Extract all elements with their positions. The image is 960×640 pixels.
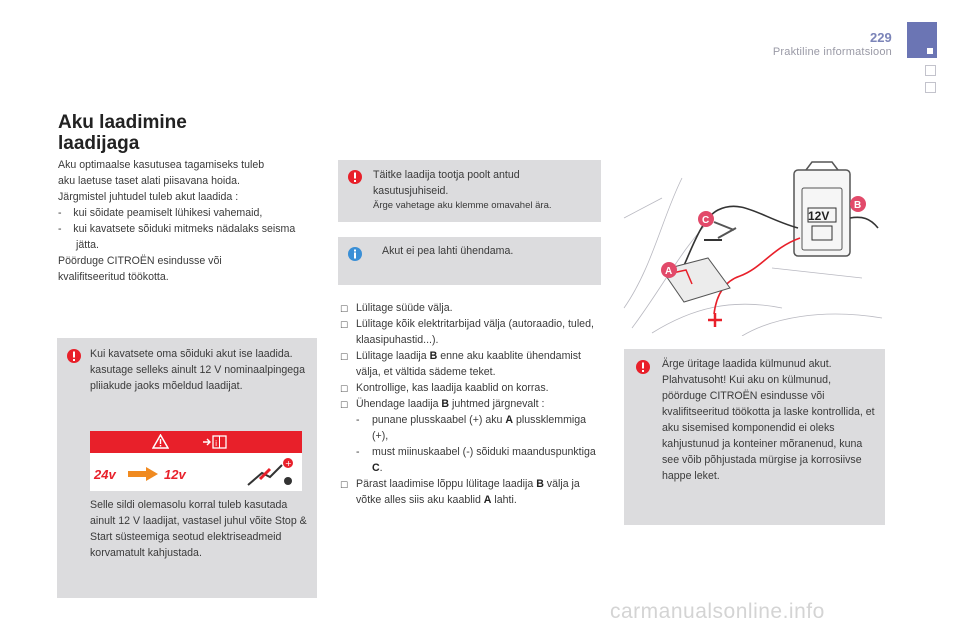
chapter-tab-empty-1	[925, 65, 936, 76]
heading-line-1: Aku laadimine	[58, 112, 187, 133]
warning-text: Kui kavatsete oma sõiduki akut ise laadida. kasutage selleks ainult 12 V nominaalpingega pliiakude jaoks mõeldud laadijat.	[90, 348, 305, 392]
intro-line: Pöörduge CITROËN esindusse või	[58, 255, 222, 267]
svg-text:+: +	[285, 459, 292, 468]
watermark: carmanualsonline.info	[610, 600, 825, 623]
intro-line: kvalifitseeritud töökotta.	[58, 271, 169, 283]
step-item: ☐ Ühendage laadija B juhtmed järgnevalt :	[340, 396, 605, 412]
tips-text	[373, 167, 593, 212]
plus-symbol-icon	[708, 313, 722, 327]
warning-box-charger	[57, 338, 317, 598]
checkbox-icon: ☐	[340, 352, 349, 362]
intro-bullet: - kui sõidate peamiselt lühikesi vahemaid,	[58, 207, 263, 219]
tips-main-text: Täitke laadija tootja poolt antud kasutusjuhiseid.	[373, 169, 520, 197]
warning-text: Ärge üritage laadida külmunud akut. Plahvatusoht! Kui aku on külmunud, pöörduge CITROËN esindusse või kvalifitseeritud töökotta ja laske kontrollida, et aku sisemised komponendid ei oleks kahjustunud ja konteiner mõranenud, kuna see võib põhjustada mürgise ja korrosiivse happe leket.	[662, 358, 875, 482]
battery-charging-illustration	[622, 158, 886, 336]
intro-line: Aku optimaalse kasutusea tagamiseks tuleb	[58, 159, 265, 171]
warning-box-frozen	[624, 349, 885, 525]
step-item: ☐ Kontrollige, kas laadija kaablid on korras.	[340, 380, 605, 396]
intro-bullet: - kui kavatsete sõiduki mitmeks nädalaks seisma jätta.	[58, 223, 296, 251]
info-box	[338, 237, 601, 285]
tips-box	[338, 160, 601, 222]
warning-icon	[636, 360, 650, 374]
jump-cable-icon	[246, 457, 298, 489]
tips-small-text: Ärge vahetage aku klemme omavahel ära.	[373, 200, 552, 211]
chapter-tab-empty-2	[925, 82, 936, 93]
callout-c-label: C	[702, 215, 710, 226]
warning-icon	[67, 349, 81, 363]
step-item: ☐ Pärast laadimise lõppu lülitage laadija B välja ja võtke alles siis aku kaablid A lahti.	[340, 478, 580, 506]
step-item: ☐ Lülitage kõik elektritarbijad välja (autoraadio, tuled, klaasipuhastid...).	[340, 318, 594, 346]
chapter-tab	[907, 22, 937, 58]
checkbox-icon: ☐	[340, 304, 349, 314]
caution-triangle-icon	[152, 434, 169, 449]
voltage-label-image	[90, 431, 302, 491]
intro-line: aku laetuse taset alati piisavana hoida.	[58, 175, 240, 187]
label-header-bar	[90, 431, 302, 453]
step-item: ☐ Lülitage laadija B enne aku kaablite ühendamist välja, et vältida sädeme teket.	[340, 350, 581, 378]
heading-line-2: laadijaga	[58, 133, 140, 154]
checkbox-icon: ☐	[340, 480, 349, 490]
charger-voltage-label: 12V	[808, 209, 830, 223]
label-12v: 12v	[164, 467, 186, 482]
warning-text-2: Selle sildi olemasolu korral tuleb kasutada ainult 12 V laadijat, vastasel juhul võite Stop & Start süsteemiga seotud elektriseadmeid korvamatult kahjustada.	[90, 499, 307, 559]
steps-list	[340, 300, 605, 508]
callout-a-label: A	[665, 266, 673, 277]
step-subitem: - punane plusskaabel (+) aku A plussklemmiga (+),	[356, 414, 587, 442]
checkbox-icon: ☐	[340, 320, 349, 330]
info-text: Akut ei pea lahti ühendama.	[382, 245, 514, 257]
info-icon	[348, 247, 362, 261]
page-heading	[58, 112, 187, 154]
step-item: ☐ Lülitage süüde välja.	[340, 300, 605, 316]
label-24v: 24v	[94, 467, 116, 482]
intro-line: Järgmistel juhtudel tuleb akut laadida :	[58, 191, 239, 203]
callout-b-label: B	[854, 200, 862, 211]
warning-icon	[348, 170, 362, 184]
page-number: 229	[870, 30, 892, 45]
checkbox-icon: ☐	[340, 384, 349, 394]
intro-text	[58, 157, 308, 285]
tab-marker-icon	[927, 48, 933, 54]
section-title: Praktiline informatsioon	[772, 46, 892, 58]
checkbox-icon: ☐	[340, 400, 349, 410]
arrow-book-icon	[202, 435, 228, 449]
step-subitem: - must miinuskaabel (-) sõiduki maanduspunktiga C.	[356, 446, 596, 474]
svg-text:i: i	[215, 439, 218, 448]
orange-arrow-icon	[128, 467, 158, 481]
